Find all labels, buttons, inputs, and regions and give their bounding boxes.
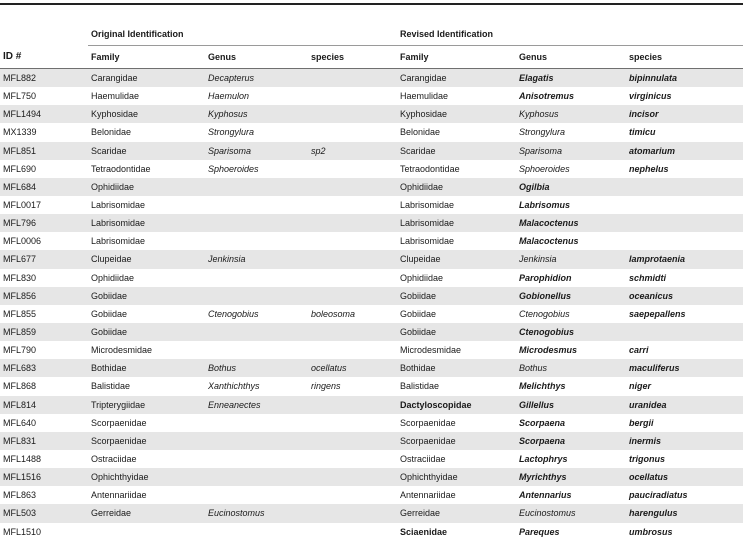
cell-id: MFL831 [0,432,88,450]
cell-rev-family: Labrisomidae [390,214,516,232]
cell-orig-species [308,450,390,468]
col-header-orig-genus: Genus [205,46,308,69]
table-row [0,323,743,341]
cell-orig-family: Clupeidae [88,250,205,268]
cell-orig-genus: Bothus [205,359,308,377]
cell-orig-family: Labrisomidae [88,232,205,250]
table-row [0,359,743,377]
cell-orig-species [308,232,390,250]
cell-rev-genus: Antennarius [516,486,626,504]
table-head [0,22,743,69]
cell-rev-genus: Strongylura [516,123,626,141]
cell-orig-species: sp2 [308,142,390,160]
cell-rev-species: timicu [626,123,743,141]
cell-orig-family: Labrisomidae [88,214,205,232]
cell-id: MFL684 [0,178,88,196]
cell-orig-family: Microdesmidae [88,341,205,359]
table-row [0,414,743,432]
cell-id: MFL830 [0,269,88,287]
cell-orig-species [308,87,390,105]
original-identification-label: Original Identification [91,28,184,39]
cell-id: MFL683 [0,359,88,377]
cell-orig-species [308,504,390,522]
cell-orig-family: Bothidae [88,359,205,377]
cell-orig-genus: Sphoeroides [205,160,308,178]
table-row [0,123,743,141]
cell-rev-species: umbrosus [626,523,743,541]
table-row [0,232,743,250]
cell-rev-genus: Malacoctenus [516,232,626,250]
cell-orig-genus: Sparisoma [205,142,308,160]
cell-orig-species [308,414,390,432]
table-row [0,305,743,323]
table-row [0,486,743,504]
cell-rev-species: inermis [626,432,743,450]
table-row [0,341,743,359]
table-row [0,468,743,486]
cell-orig-family: Kyphosidae [88,105,205,123]
cell-orig-family: Belonidae [88,123,205,141]
cell-rev-genus: Ctenogobius [516,323,626,341]
col-header-rev-family: Family [390,46,516,69]
cell-rev-genus: Lactophrys [516,450,626,468]
cell-rev-genus: Jenkinsia [516,250,626,268]
cell-rev-genus: Scorpaena [516,414,626,432]
cell-rev-species [626,232,743,250]
cell-rev-genus: Kyphosus [516,105,626,123]
revised-identification-label: Revised Identification [400,28,494,39]
cell-rev-family: Kyphosidae [390,105,516,123]
cell-rev-family: Carangidae [390,69,516,88]
cell-orig-genus: Haemulon [205,87,308,105]
cell-orig-genus: Enneanectes [205,396,308,414]
cell-orig-genus: Decapterus [205,69,308,88]
cell-rev-family: Bothidae [390,359,516,377]
cell-rev-family: Tetraodontidae [390,160,516,178]
cell-rev-family: Antennariidae [390,486,516,504]
cell-orig-genus [205,468,308,486]
cell-orig-species [308,287,390,305]
cell-rev-family: Labrisomidae [390,232,516,250]
cell-orig-family: Scorpaenidae [88,432,205,450]
cell-id: MFL0017 [0,196,88,214]
cell-orig-species [308,250,390,268]
cell-rev-genus: Ogilbia [516,178,626,196]
cell-rev-family: Ophidiidae [390,269,516,287]
table-row [0,287,743,305]
cell-id: MFL640 [0,414,88,432]
cell-id: MFL851 [0,142,88,160]
cell-rev-family: Labrisomidae [390,196,516,214]
cell-orig-family [88,523,205,541]
cell-rev-genus: Anisotremus [516,87,626,105]
table-row [0,377,743,395]
cell-orig-genus [205,269,308,287]
cell-rev-species: carri [626,341,743,359]
cell-orig-genus [205,214,308,232]
cell-rev-species: pauciradiatus [626,486,743,504]
cell-rev-genus: Bothus [516,359,626,377]
table-row [0,160,743,178]
cell-rev-family: Gobiidae [390,323,516,341]
cell-id: MFL863 [0,486,88,504]
cell-orig-genus: Strongylura [205,123,308,141]
cell-id: MFL855 [0,305,88,323]
cell-rev-family: Dactyloscopidae [390,396,516,414]
cell-rev-species: niger [626,377,743,395]
cell-orig-family: Tripterygiidae [88,396,205,414]
cell-orig-family: Tetraodontidae [88,160,205,178]
cell-orig-species [308,432,390,450]
col-header-orig-species: species [308,46,390,69]
cell-orig-species [308,341,390,359]
cell-rev-species: bergii [626,414,743,432]
cell-orig-genus [205,486,308,504]
original-identification-header [88,22,390,46]
cell-id: MFL814 [0,396,88,414]
cell-rev-family: Gobiidae [390,305,516,323]
cell-rev-genus: Sphoeroides [516,160,626,178]
cell-orig-species [308,178,390,196]
cell-rev-species [626,323,743,341]
cell-id: MFL1494 [0,105,88,123]
cell-rev-genus: Melichthys [516,377,626,395]
table-row [0,105,743,123]
cell-rev-species [626,178,743,196]
cell-id: MFL0006 [0,232,88,250]
cell-orig-family: Scaridae [88,142,205,160]
cell-rev-family: Balistidae [390,377,516,395]
cell-rev-species: harengulus [626,504,743,522]
table-row [0,450,743,468]
cell-rev-species [626,214,743,232]
cell-id: MFL859 [0,323,88,341]
cell-rev-family: Gerreidae [390,504,516,522]
cell-orig-genus [205,178,308,196]
cell-orig-species [308,123,390,141]
cell-rev-species: lamprotaenia [626,250,743,268]
cell-rev-species [626,196,743,214]
table-row [0,69,743,88]
revised-identification-header [390,22,743,46]
cell-id: MFL882 [0,69,88,88]
col-header-rev-species: species [626,46,743,69]
cell-rev-species: trigonus [626,450,743,468]
cell-id: MFL1510 [0,523,88,541]
cell-orig-genus: Ctenogobius [205,305,308,323]
cell-id: MFL796 [0,214,88,232]
cell-id: MFL503 [0,504,88,522]
cell-orig-species [308,323,390,341]
cell-orig-family: Ostraciidae [88,450,205,468]
cell-rev-family: Haemulidae [390,87,516,105]
cell-orig-family: Ophichthyidae [88,468,205,486]
cell-rev-family: Scorpaenidae [390,432,516,450]
cell-orig-genus [205,450,308,468]
cell-rev-family: Ostraciidae [390,450,516,468]
cell-orig-family: Scorpaenidae [88,414,205,432]
cell-rev-genus: Gobionellus [516,287,626,305]
cell-orig-species [308,396,390,414]
col-header-id: ID # [0,46,88,69]
cell-rev-genus: Parophidion [516,269,626,287]
cell-orig-species [308,196,390,214]
cell-rev-species: atomarium [626,142,743,160]
cell-orig-species [308,214,390,232]
cell-rev-genus: Malacoctenus [516,214,626,232]
cell-rev-family: Sciaenidae [390,523,516,541]
cell-rev-family: Belonidae [390,123,516,141]
cell-rev-genus: Labrisomus [516,196,626,214]
cell-rev-family: Ophidiidae [390,178,516,196]
cell-id: MFL690 [0,160,88,178]
cell-rev-species: uranidea [626,396,743,414]
cell-orig-genus [205,523,308,541]
table-row [0,250,743,268]
cell-rev-species: ocellatus [626,468,743,486]
cell-rev-family: Clupeidae [390,250,516,268]
cell-rev-species: schmidti [626,269,743,287]
cell-id: MX1339 [0,123,88,141]
cell-rev-genus: Myrichthys [516,468,626,486]
table-row [0,432,743,450]
cell-orig-species [308,468,390,486]
cell-orig-species: boleosoma [308,305,390,323]
cell-id: MFL868 [0,377,88,395]
cell-orig-family: Carangidae [88,69,205,88]
cell-orig-species [308,69,390,88]
group-spacer [0,22,88,46]
cell-orig-genus [205,232,308,250]
table-body [0,69,743,541]
cell-orig-family: Balistidae [88,377,205,395]
cell-orig-family: Labrisomidae [88,196,205,214]
cell-id: MFL677 [0,250,88,268]
cell-orig-genus: Eucinostomus [205,504,308,522]
cell-rev-species: bipinnulata [626,69,743,88]
cell-orig-genus [205,432,308,450]
cell-rev-genus: Eucinostomus [516,504,626,522]
cell-rev-genus: Elagatis [516,69,626,88]
cell-orig-species [308,269,390,287]
cell-rev-genus: Microdesmus [516,341,626,359]
group-header-row [0,22,743,46]
cell-rev-species: oceanicus [626,287,743,305]
cell-orig-genus: Xanthichthys [205,377,308,395]
cell-rev-genus: Gillellus [516,396,626,414]
cell-rev-family: Ophichthyidae [390,468,516,486]
cell-rev-genus: Scorpaena [516,432,626,450]
cell-orig-genus: Jenkinsia [205,250,308,268]
cell-rev-family: Scorpaenidae [390,414,516,432]
cell-orig-family: Gerreidae [88,504,205,522]
cell-orig-family: Antennariidae [88,486,205,504]
top-rule [0,3,743,5]
cell-id: MFL1488 [0,450,88,468]
cell-rev-genus: Pareques [516,523,626,541]
cell-orig-family: Ophidiidae [88,178,205,196]
cell-rev-species: virginicus [626,87,743,105]
cell-orig-family: Haemulidae [88,87,205,105]
cell-rev-species: saepepallens [626,305,743,323]
cell-id: MFL790 [0,341,88,359]
cell-orig-genus [205,341,308,359]
cell-rev-species: maculiferus [626,359,743,377]
cell-orig-genus [205,196,308,214]
cell-rev-genus: Ctenogobius [516,305,626,323]
cell-orig-genus: Kyphosus [205,105,308,123]
cell-rev-family: Scaridae [390,142,516,160]
cell-orig-species: ocellatus [308,359,390,377]
cell-rev-species: incisor [626,105,743,123]
cell-rev-species: nephelus [626,160,743,178]
cell-orig-family: Ophidiidae [88,269,205,287]
table-row [0,178,743,196]
table-row [0,196,743,214]
cell-orig-genus [205,414,308,432]
table-row [0,504,743,522]
table-row [0,269,743,287]
cell-orig-species: ringens [308,377,390,395]
cell-orig-family: Gobiidae [88,287,205,305]
cell-orig-species [308,105,390,123]
cell-orig-genus [205,287,308,305]
column-header-row [0,46,743,69]
identification-table [0,22,743,541]
table-row [0,214,743,232]
cell-orig-species [308,523,390,541]
cell-rev-genus: Sparisoma [516,142,626,160]
table-row [0,396,743,414]
cell-orig-genus [205,323,308,341]
table-row [0,87,743,105]
cell-rev-family: Microdesmidae [390,341,516,359]
cell-orig-species [308,486,390,504]
cell-orig-family: Gobiidae [88,305,205,323]
cell-orig-species [308,160,390,178]
col-header-rev-genus: Genus [516,46,626,69]
cell-rev-family: Gobiidae [390,287,516,305]
cell-id: MFL750 [0,87,88,105]
cell-id: MFL1516 [0,468,88,486]
col-header-orig-family: Family [88,46,205,69]
cell-orig-family: Gobiidae [88,323,205,341]
table-row [0,523,743,541]
table-row [0,142,743,160]
cell-id: MFL856 [0,287,88,305]
